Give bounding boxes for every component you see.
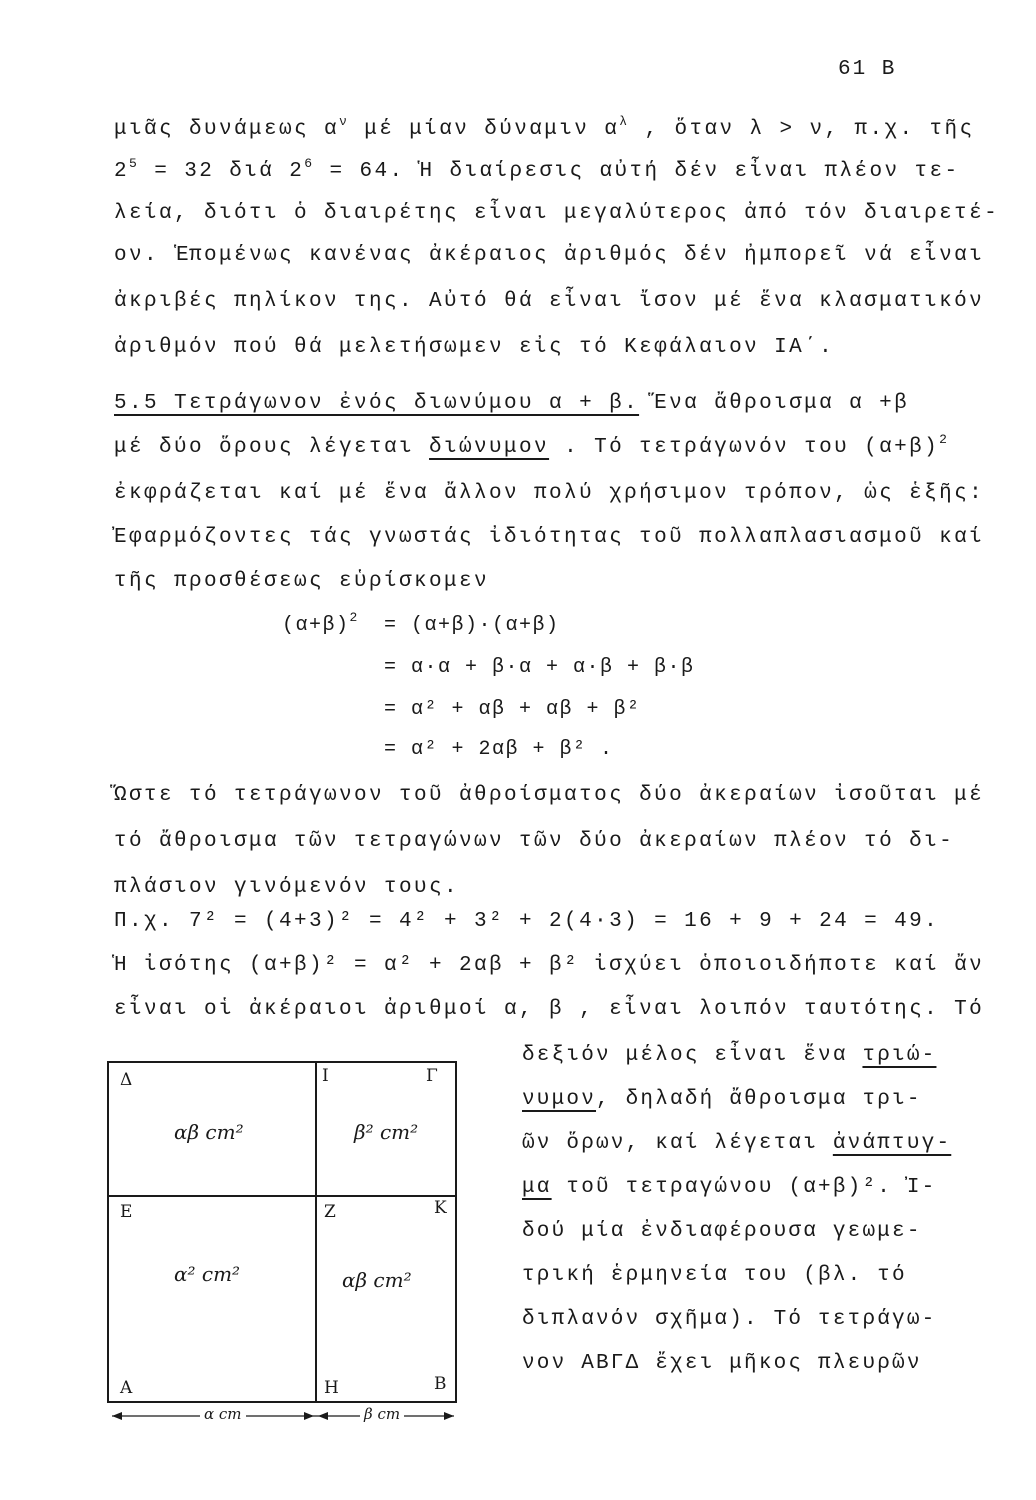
paragraph1-line6: ἀριθμόν πού θά μελετήσωμεν εἰς τό Κεφάλαιον ΙΑ΄. bbox=[114, 336, 835, 359]
equation-row-4: = α² + 2αβ + β² . bbox=[384, 738, 614, 761]
side-line1: δεξιόν μέλος εἶναι ἕνα τριώ- bbox=[522, 1044, 937, 1067]
side-line7: διπλανόν σχῆμα). Τό τετράγω- bbox=[522, 1308, 937, 1331]
paragraph1-line2: $2^5 = 32$ διά $2^6 = 64$. Ἡ διαίρεσις αὐτή δέν εἶναι πλέον τε- bbox=[114, 156, 960, 183]
equation-lhs: $(\alpha+\beta)^2$ bbox=[282, 610, 359, 637]
cell-top-right-area: β² cm² bbox=[354, 1120, 419, 1144]
outer-square bbox=[108, 1062, 456, 1402]
side-line8: νον ΑΒΓΔ ἔχει μῆκος πλευρῶν bbox=[522, 1352, 922, 1375]
side-line5: δού μία ἐνδιαφέρουσα γεωμε- bbox=[522, 1220, 922, 1243]
equation-row-3: = α² + αβ + αβ + β² bbox=[384, 698, 641, 721]
dimension-label-a: α cm bbox=[200, 1405, 246, 1423]
paragraph2-line5: Ἡ ἰσότης (α+β)² = α² + 2αβ + β² ἰσχύει ὁποιοιδήποτε καί ἄν bbox=[114, 954, 985, 977]
arrow-right bbox=[444, 1412, 454, 1420]
paragraph1-line4: ον. Ἑπομένως κανένας ἀκέραιος ἀριθμός δέν ἠμπορεῖ νά εἶναι bbox=[114, 244, 985, 267]
corner-label-gamma: Γ bbox=[426, 1066, 438, 1086]
paragraph2-line4: Π.χ. 7² = (4+3)² = 4² + 3² + 2(4·3) = 16 + 9 + 24 = 49. bbox=[114, 910, 940, 933]
corner-label-alpha: Α bbox=[120, 1378, 133, 1398]
paragraph2-line1: Ὥστε τό τετράγωνον τοῦ ἀθροίσματος δύο ἀκεραίων ἰσοῦται μέ bbox=[114, 784, 985, 807]
corner-label-zeta: Ζ bbox=[324, 1202, 336, 1222]
side-line6: τρική ἑρμηνεία του (βλ. τό bbox=[522, 1264, 907, 1287]
corner-label-eta: Η bbox=[324, 1378, 339, 1398]
section-line4: Ἐφαρμόζοντες τάς γνωστάς ἰδιότητας τοῦ πολλαπλασιασμοῦ καί bbox=[114, 526, 985, 549]
corner-label-beta: Β bbox=[434, 1374, 447, 1394]
section-line2: μέ δύο ὅρους λέγεται διώνυμον . Τό τετράγωνόν του $(\alpha+\beta)^2$ bbox=[114, 432, 950, 459]
square-figure bbox=[104, 1056, 464, 1436]
paragraph2-line3: πλάσιον γινόμενόν τους. bbox=[114, 876, 460, 899]
corner-label-delta: Δ bbox=[120, 1070, 133, 1090]
corner-label-epsilon: Ε bbox=[120, 1202, 133, 1222]
section-line3: ἐκφράζεται καί μέ ἕνα ἄλλον πολύ χρήσιμον τρόπον, ὡς ἑξῆς: bbox=[114, 482, 985, 505]
cell-bottom-right-area: αβ cm² bbox=[342, 1268, 412, 1292]
square-figure-drawing bbox=[104, 1056, 464, 1436]
corner-label-iota: Ι bbox=[322, 1066, 329, 1086]
paragraph1-line3: λεία, διότι ὁ διαιρέτης εἶναι μεγαλύτερος ἀπό τόν διαιρετέ- bbox=[114, 202, 1000, 225]
dimension-label-b: β cm bbox=[360, 1405, 404, 1423]
side-line3: ῶν ὅρων, καί λέγεται ἀνάπτυγ- bbox=[522, 1132, 952, 1155]
side-line4: μα τοῦ τετραγώνου (α+β)². Ἰ- bbox=[522, 1176, 937, 1199]
cell-top-left-area: αβ cm² bbox=[174, 1120, 244, 1144]
cell-bottom-left-area: α² cm² bbox=[174, 1262, 241, 1286]
paragraph2-line6: εἶναι οἱ ἀκέραιοι ἀριθμοί α, β , εἶναι λοιπόν ταυτότης. Τό bbox=[114, 998, 985, 1021]
page-number: 61 Β bbox=[838, 58, 897, 81]
term-dionymon: διώνυμον bbox=[429, 436, 550, 459]
section-heading: 5.5 Τετράγωνον ἐνός διωνύμου α + β. bbox=[114, 392, 640, 415]
arrow-left bbox=[112, 1412, 122, 1420]
equation-row-2: = α·α + β·α + α·β + β·β bbox=[384, 656, 695, 679]
side-line2: νυμον, δηλαδή ἄθροισμα τρι- bbox=[522, 1088, 922, 1111]
equation-row-1: = (α+β)·(α+β) bbox=[384, 614, 560, 637]
paragraph1-line5: ἀκριβές πηλίκον της. Αὐτό θά εἶναι ἴσον μέ ἕνα κλασματικόν bbox=[114, 290, 985, 313]
corner-label-kappa: Κ bbox=[434, 1198, 447, 1218]
section-heading-line: 5.5 Τετράγωνον ἐνός διωνύμου α + β. Ἕνα ἄθροισμα α +β bbox=[114, 392, 910, 415]
arrow-mid-left bbox=[304, 1412, 314, 1420]
paragraph1-line1: μιᾶς δυνάμεως $\alpha^\nu$ μέ μίαν δύναμιν $\alpha^\lambda$ , ὅταν λ > ν, π.χ. τῆς bbox=[114, 114, 975, 141]
paragraph2-line2: τό ἄθροισμα τῶν τετραγώνων τῶν δύο ἀκεραίων πλέον τό δι- bbox=[114, 830, 955, 853]
arrow-mid-right bbox=[318, 1412, 328, 1420]
section-line5: τῆς προσθέσεως εὑρίσκομεν bbox=[114, 570, 490, 593]
